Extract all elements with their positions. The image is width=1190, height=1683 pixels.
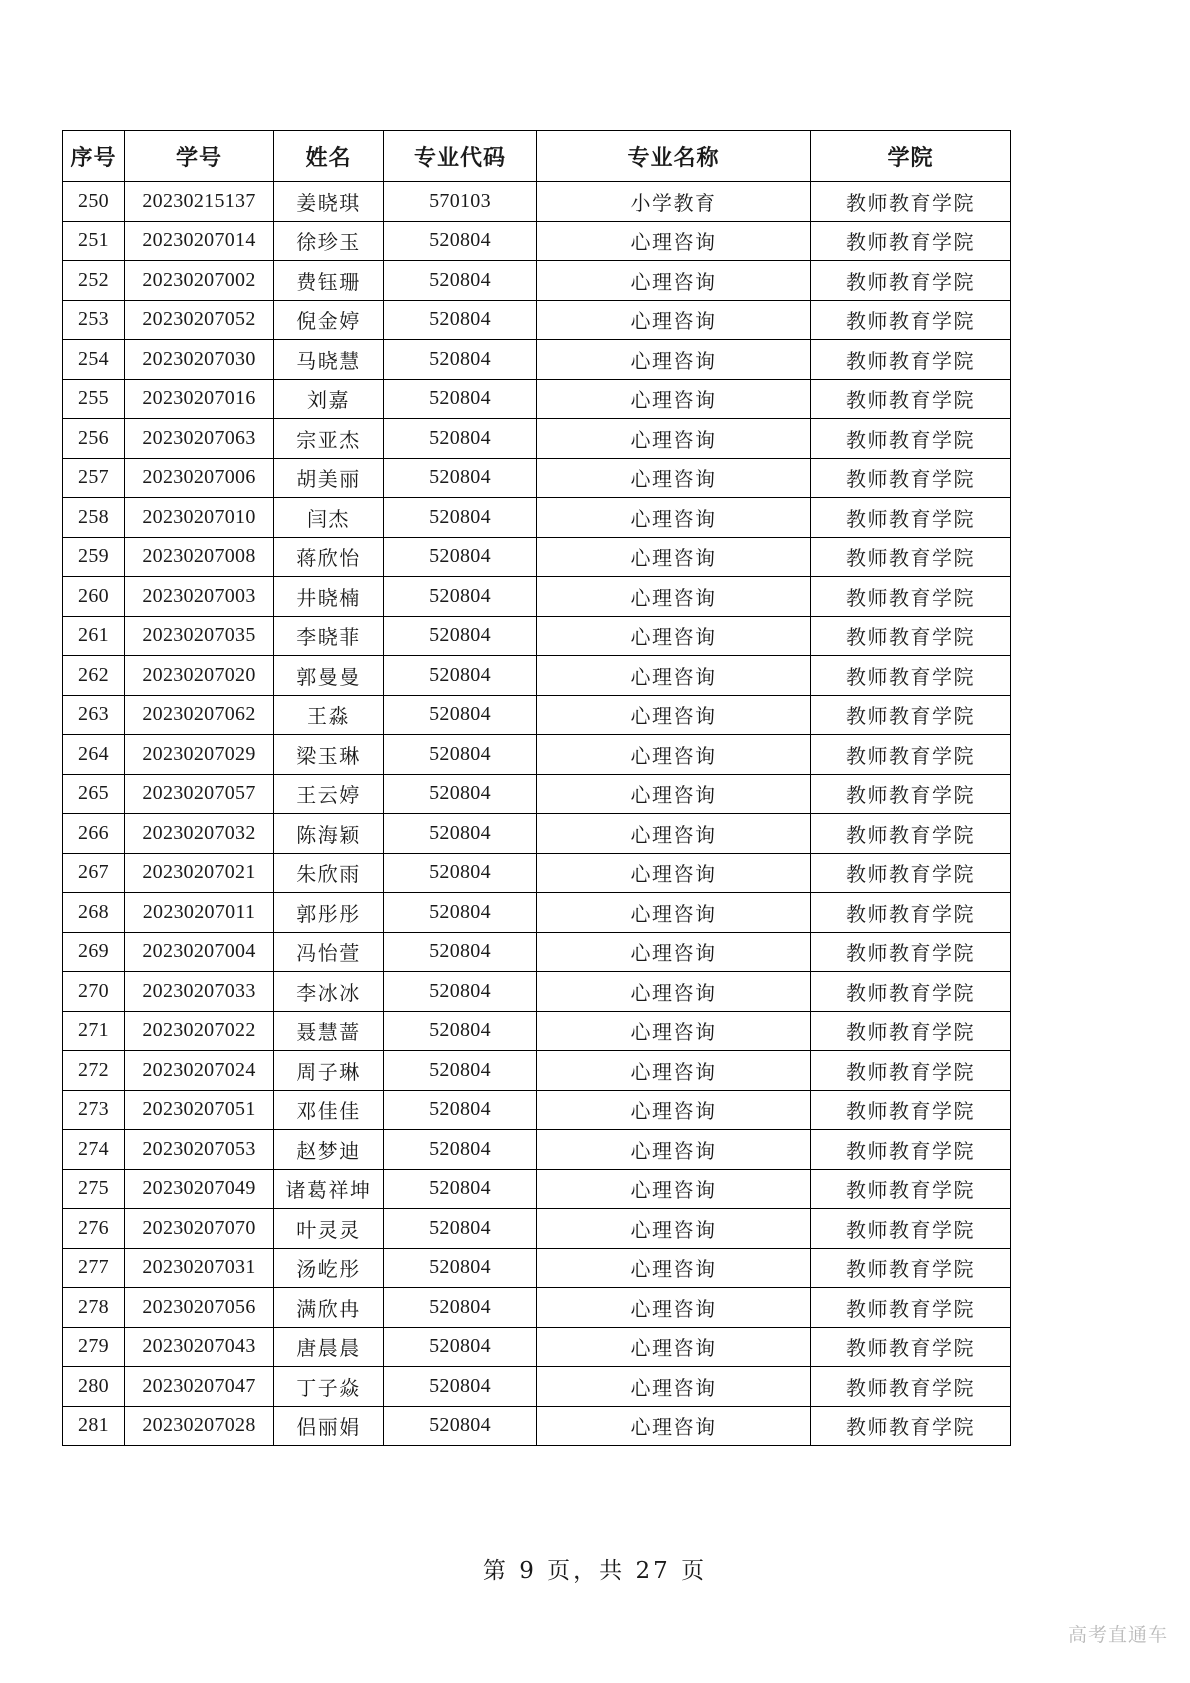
- cell-student-id: 20230207062: [125, 695, 274, 735]
- cell-student-id: 20230207063: [125, 419, 274, 459]
- cell-major-code: 520804: [384, 695, 537, 735]
- table-row: [63, 932, 1011, 972]
- cell-name: 闫杰: [274, 498, 384, 538]
- cell-college: 教师教育学院: [811, 1406, 1011, 1446]
- cell-student-id: 20230207021: [125, 853, 274, 893]
- cell-college: 教师教育学院: [811, 182, 1011, 222]
- cell-sequence: 275: [63, 1169, 125, 1209]
- cell-major-code: 520804: [384, 1011, 537, 1051]
- cell-major-name: 心理咨询: [537, 300, 811, 340]
- cell-major-code: 520804: [384, 932, 537, 972]
- cell-sequence: 266: [63, 814, 125, 854]
- cell-college: 教师教育学院: [811, 577, 1011, 617]
- cell-sequence: 277: [63, 1248, 125, 1288]
- page-number-footer: 第 9 页，共 27 页: [482, 1558, 708, 1584]
- cell-sequence: 256: [63, 419, 125, 459]
- cell-student-id: 20230207043: [125, 1327, 274, 1367]
- cell-sequence: 262: [63, 656, 125, 696]
- cell-sequence: 271: [63, 1011, 125, 1051]
- table-row: [63, 1327, 1011, 1367]
- cell-name: 邓佳佳: [274, 1090, 384, 1130]
- cell-college: 教师教育学院: [811, 1209, 1011, 1249]
- cell-student-id: 20230207003: [125, 577, 274, 617]
- cell-college: 教师教育学院: [811, 1288, 1011, 1328]
- cell-name: 宗亚杰: [274, 419, 384, 459]
- cell-college: 教师教育学院: [811, 774, 1011, 814]
- cell-major-code: 520804: [384, 893, 537, 933]
- cell-name: 汤屹彤: [274, 1248, 384, 1288]
- cell-student-id: 20230207033: [125, 972, 274, 1012]
- cell-student-id: 20230207028: [125, 1406, 274, 1446]
- cell-major-name: 心理咨询: [537, 735, 811, 775]
- cell-student-id: 20230207032: [125, 814, 274, 854]
- cell-major-code: 520804: [384, 656, 537, 696]
- column-header-student-id: 学号: [125, 131, 274, 182]
- cell-student-id: 20230215137: [125, 182, 274, 222]
- cell-major-name: 心理咨询: [537, 1051, 811, 1091]
- cell-student-id: 20230207011: [125, 893, 274, 933]
- cell-major-code: 520804: [384, 458, 537, 498]
- cell-major-code: 520804: [384, 1327, 537, 1367]
- cell-major-code: 520804: [384, 735, 537, 775]
- cell-college: 教师教育学院: [811, 379, 1011, 419]
- cell-college: 教师教育学院: [811, 853, 1011, 893]
- cell-student-id: 20230207056: [125, 1288, 274, 1328]
- table-row: [63, 853, 1011, 893]
- cell-student-id: 20230207031: [125, 1248, 274, 1288]
- cell-student-id: 20230207052: [125, 300, 274, 340]
- table-row: [63, 735, 1011, 775]
- table-row: [63, 182, 1011, 222]
- cell-name: 唐晨晨: [274, 1327, 384, 1367]
- cell-major-code: 520804: [384, 1288, 537, 1328]
- cell-student-id: 20230207049: [125, 1169, 274, 1209]
- cell-major-code: 520804: [384, 1406, 537, 1446]
- cell-major-code: 520804: [384, 261, 537, 301]
- column-header-sequence: 序号: [63, 131, 125, 182]
- cell-student-id: 20230207029: [125, 735, 274, 775]
- cell-sequence: 255: [63, 379, 125, 419]
- cell-major-name: 心理咨询: [537, 1406, 811, 1446]
- cell-college: 教师教育学院: [811, 1090, 1011, 1130]
- cell-major-code: 520804: [384, 379, 537, 419]
- cell-college: 教师教育学院: [811, 221, 1011, 261]
- cell-college: 教师教育学院: [811, 1011, 1011, 1051]
- column-header-name: 姓名: [274, 131, 384, 182]
- table-row: [63, 695, 1011, 735]
- table-row: [63, 1011, 1011, 1051]
- table-row: [63, 379, 1011, 419]
- table-body: [63, 182, 1011, 1446]
- cell-sequence: 280: [63, 1367, 125, 1407]
- cell-college: 教师教育学院: [811, 498, 1011, 538]
- table-row: [63, 261, 1011, 301]
- cell-college: 教师教育学院: [811, 695, 1011, 735]
- cell-major-name: 心理咨询: [537, 419, 811, 459]
- table-header: [63, 131, 1011, 182]
- cell-name: 李冰冰: [274, 972, 384, 1012]
- cell-major-code: 520804: [384, 340, 537, 380]
- cell-college: 教师教育学院: [811, 616, 1011, 656]
- cell-major-name: 心理咨询: [537, 853, 811, 893]
- cell-major-code: 520804: [384, 814, 537, 854]
- cell-college: 教师教育学院: [811, 537, 1011, 577]
- cell-name: 郭彤彤: [274, 893, 384, 933]
- cell-student-id: 20230207004: [125, 932, 274, 972]
- cell-college: 教师教育学院: [811, 300, 1011, 340]
- cell-sequence: 274: [63, 1130, 125, 1170]
- cell-sequence: 264: [63, 735, 125, 775]
- cell-major-name: 心理咨询: [537, 1011, 811, 1051]
- cell-major-name: 心理咨询: [537, 814, 811, 854]
- cell-student-id: 20230207047: [125, 1367, 274, 1407]
- cell-student-id: 20230207070: [125, 1209, 274, 1249]
- cell-student-id: 20230207057: [125, 774, 274, 814]
- cell-name: 王淼: [274, 695, 384, 735]
- table-row: [63, 221, 1011, 261]
- cell-college: 教师教育学院: [811, 1130, 1011, 1170]
- cell-sequence: 270: [63, 972, 125, 1012]
- cell-sequence: 250: [63, 182, 125, 222]
- cell-student-id: 20230207053: [125, 1130, 274, 1170]
- cell-major-name: 心理咨询: [537, 577, 811, 617]
- cell-sequence: 254: [63, 340, 125, 380]
- cell-name: 梁玉琳: [274, 735, 384, 775]
- table-row: [63, 498, 1011, 538]
- cell-major-name: 心理咨询: [537, 616, 811, 656]
- cell-sequence: 276: [63, 1209, 125, 1249]
- cell-name: 蒋欣怡: [274, 537, 384, 577]
- cell-college: 教师教育学院: [811, 932, 1011, 972]
- cell-college: 教师教育学院: [811, 656, 1011, 696]
- table-row: [63, 1367, 1011, 1407]
- cell-major-name: 心理咨询: [537, 656, 811, 696]
- cell-name: 冯怡萱: [274, 932, 384, 972]
- table-row: [63, 814, 1011, 854]
- cell-major-name: 心理咨询: [537, 537, 811, 577]
- table-row: [63, 1406, 1011, 1446]
- cell-name: 侣丽娟: [274, 1406, 384, 1446]
- cell-major-code: 520804: [384, 498, 537, 538]
- cell-major-code: 520804: [384, 1090, 537, 1130]
- cell-student-id: 20230207035: [125, 616, 274, 656]
- table-row: [63, 1051, 1011, 1091]
- cell-sequence: 258: [63, 498, 125, 538]
- cell-college: 教师教育学院: [811, 1051, 1011, 1091]
- cell-major-code: 520804: [384, 616, 537, 656]
- cell-name: 费钰珊: [274, 261, 384, 301]
- cell-major-code: 520804: [384, 537, 537, 577]
- cell-major-code: 520804: [384, 853, 537, 893]
- cell-name: 李晓菲: [274, 616, 384, 656]
- cell-college: 教师教育学院: [811, 340, 1011, 380]
- cell-sequence: 265: [63, 774, 125, 814]
- cell-major-code: 520804: [384, 1169, 537, 1209]
- cell-major-name: 心理咨询: [537, 1367, 811, 1407]
- cell-major-code: 520804: [384, 1248, 537, 1288]
- cell-name: 赵梦迪: [274, 1130, 384, 1170]
- cell-major-code: 520804: [384, 577, 537, 617]
- cell-major-name: 心理咨询: [537, 379, 811, 419]
- cell-sequence: 269: [63, 932, 125, 972]
- cell-sequence: 273: [63, 1090, 125, 1130]
- cell-major-code: 520804: [384, 300, 537, 340]
- cell-major-name: 心理咨询: [537, 695, 811, 735]
- cell-college: 教师教育学院: [811, 419, 1011, 459]
- cell-sequence: 272: [63, 1051, 125, 1091]
- cell-sequence: 281: [63, 1406, 125, 1446]
- cell-major-name: 心理咨询: [537, 1090, 811, 1130]
- cell-name: 井晓楠: [274, 577, 384, 617]
- cell-student-id: 20230207022: [125, 1011, 274, 1051]
- cell-sequence: 257: [63, 458, 125, 498]
- table-row: [63, 340, 1011, 380]
- column-header-college: 学院: [811, 131, 1011, 182]
- cell-college: 教师教育学院: [811, 1248, 1011, 1288]
- cell-major-name: 心理咨询: [537, 774, 811, 814]
- cell-name: 马晓慧: [274, 340, 384, 380]
- table-row: [63, 300, 1011, 340]
- cell-major-name: 心理咨询: [537, 1327, 811, 1367]
- cell-major-code: 520804: [384, 1051, 537, 1091]
- cell-major-name: 心理咨询: [537, 340, 811, 380]
- cell-major-name: 心理咨询: [537, 261, 811, 301]
- cell-name: 郭曼曼: [274, 656, 384, 696]
- table-row: [63, 537, 1011, 577]
- cell-major-name: 心理咨询: [537, 1169, 811, 1209]
- cell-sequence: 279: [63, 1327, 125, 1367]
- cell-college: 教师教育学院: [811, 893, 1011, 933]
- cell-major-code: 520804: [384, 774, 537, 814]
- cell-major-code: 520804: [384, 221, 537, 261]
- cell-major-code: 520804: [384, 419, 537, 459]
- cell-student-id: 20230207020: [125, 656, 274, 696]
- table-row: [63, 1248, 1011, 1288]
- table-row: [63, 1169, 1011, 1209]
- cell-major-name: 心理咨询: [537, 1288, 811, 1328]
- cell-name: 徐珍玉: [274, 221, 384, 261]
- table-row: [63, 1209, 1011, 1249]
- cell-major-name: 心理咨询: [537, 1248, 811, 1288]
- cell-name: 叶灵灵: [274, 1209, 384, 1249]
- cell-name: 诸葛祥坤: [274, 1169, 384, 1209]
- cell-name: 姜晓琪: [274, 182, 384, 222]
- cell-name: 王云婷: [274, 774, 384, 814]
- student-roster-table-container: [62, 130, 1010, 1446]
- cell-major-code: 520804: [384, 1130, 537, 1170]
- cell-student-id: 20230207014: [125, 221, 274, 261]
- cell-major-code: 520804: [384, 1367, 537, 1407]
- cell-college: 教师教育学院: [811, 1327, 1011, 1367]
- table-row: [63, 774, 1011, 814]
- table-row: [63, 1130, 1011, 1170]
- column-header-major-code: 专业代码: [384, 131, 537, 182]
- cell-name: 朱欣雨: [274, 853, 384, 893]
- cell-sequence: 268: [63, 893, 125, 933]
- cell-major-code: 520804: [384, 1209, 537, 1249]
- table-row: [63, 1288, 1011, 1328]
- cell-major-name: 心理咨询: [537, 221, 811, 261]
- cell-major-name: 心理咨询: [537, 972, 811, 1012]
- cell-major-name: 心理咨询: [537, 893, 811, 933]
- table-row: [63, 458, 1011, 498]
- cell-sequence: 253: [63, 300, 125, 340]
- table-row: [63, 972, 1011, 1012]
- cell-college: 教师教育学院: [811, 972, 1011, 1012]
- cell-student-id: 20230207030: [125, 340, 274, 380]
- cell-student-id: 20230207010: [125, 498, 274, 538]
- cell-major-name: 心理咨询: [537, 1209, 811, 1249]
- cell-sequence: 278: [63, 1288, 125, 1328]
- cell-major-code: 520804: [384, 972, 537, 1012]
- cell-student-id: 20230207002: [125, 261, 274, 301]
- cell-sequence: 252: [63, 261, 125, 301]
- cell-college: 教师教育学院: [811, 261, 1011, 301]
- cell-name: 胡美丽: [274, 458, 384, 498]
- cell-college: 教师教育学院: [811, 1367, 1011, 1407]
- cell-major-name: 心理咨询: [537, 932, 811, 972]
- cell-college: 教师教育学院: [811, 458, 1011, 498]
- cell-sequence: 251: [63, 221, 125, 261]
- cell-student-id: 20230207024: [125, 1051, 274, 1091]
- cell-name: 刘嘉: [274, 379, 384, 419]
- student-roster-table: [62, 130, 1011, 1446]
- cell-student-id: 20230207016: [125, 379, 274, 419]
- table-row: [63, 419, 1011, 459]
- cell-sequence: 261: [63, 616, 125, 656]
- cell-name: 周子琳: [274, 1051, 384, 1091]
- cell-sequence: 263: [63, 695, 125, 735]
- table-row: [63, 893, 1011, 933]
- column-header-major-name: 专业名称: [537, 131, 811, 182]
- table-row: [63, 577, 1011, 617]
- cell-sequence: 259: [63, 537, 125, 577]
- cell-name: 陈海颖: [274, 814, 384, 854]
- cell-name: 聂慧蔷: [274, 1011, 384, 1051]
- cell-major-code: 570103: [384, 182, 537, 222]
- cell-major-name: 心理咨询: [537, 458, 811, 498]
- cell-name: 倪金婷: [274, 300, 384, 340]
- cell-sequence: 260: [63, 577, 125, 617]
- cell-student-id: 20230207006: [125, 458, 274, 498]
- cell-major-name: 小学教育: [537, 182, 811, 222]
- cell-college: 教师教育学院: [811, 1169, 1011, 1209]
- cell-college: 教师教育学院: [811, 814, 1011, 854]
- table-header-row: [63, 131, 1011, 182]
- cell-name: 丁子焱: [274, 1367, 384, 1407]
- cell-college: 教师教育学院: [811, 735, 1011, 775]
- cell-sequence: 267: [63, 853, 125, 893]
- cell-student-id: 20230207051: [125, 1090, 274, 1130]
- cell-student-id: 20230207008: [125, 537, 274, 577]
- table-row: [63, 656, 1011, 696]
- table-row: [63, 616, 1011, 656]
- cell-name: 满欣冉: [274, 1288, 384, 1328]
- table-row: [63, 1090, 1011, 1130]
- watermark-label: 高考直通车: [1067, 1624, 1168, 1646]
- cell-major-name: 心理咨询: [537, 498, 811, 538]
- cell-major-name: 心理咨询: [537, 1130, 811, 1170]
